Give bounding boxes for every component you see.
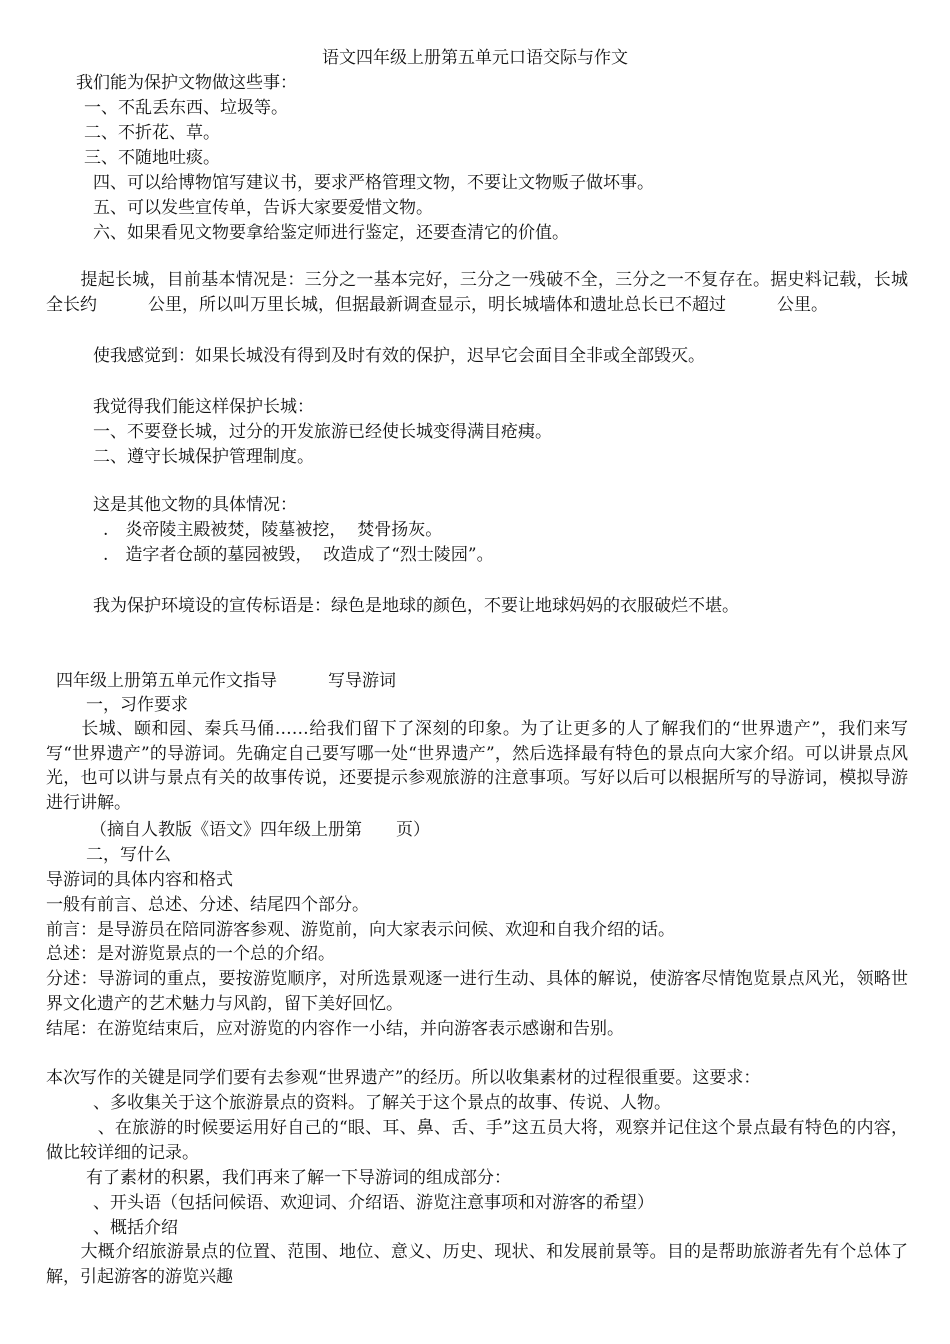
feeling-line: 使我感觉到：如果长城没有得到及时有效的保护，迟早它会面目全非或全部毁灭。 (93, 346, 705, 366)
greatwall-paragraph: 提起长城，目前基本情况是：三分之一基本完好，三分之一残破不全，三分之一不复存在。据史料记载，长城全长约 公里，所以叫万里长城，但据最新调查显示，明长城墙体和遗址总长已不超过 公里。 (46, 270, 908, 315)
other-relics-intro: 这是其他文物的具体情况： (93, 495, 297, 515)
part-1-line: 、开头语（包括问候语、欢迎词、介绍语、游览注意事项和对游客的希望） (93, 1193, 654, 1213)
other-relic-item-1: . 炎帝陵主殿被焚，陵墓被挖， 焚骨扬灰。 (103, 520, 443, 540)
protect-item-6: 六、如果看见文物要拿给鉴定师进行鉴定，还要查清它的价值。 (93, 223, 569, 243)
page-title: 语文四年级上册第五单元口语交际与作文 (322, 48, 628, 68)
requirement-heading: 一，习作要求 (86, 695, 188, 715)
protect-item-5: 五、可以发些宣传单，告诉大家要爱惜文物。 (93, 198, 433, 218)
protect-item-3: 三、不随地吐痰。 (84, 148, 220, 168)
protect-wall-item-1: 一、不要登长城，过分的开发旅游已经使长城变得满目疮痍。 (93, 422, 552, 442)
protect-wall-item-2: 二、遵守长城保护管理制度。 (93, 447, 314, 467)
summary-paragraph: 大概介绍旅游景点的位置、范围、地位、意义、历史、现状、和发展前景等。目的是帮助旅游者先有个总体了解，引起游客的游览兴趣 (46, 1242, 908, 1287)
part-2-line: 、概括介绍 (93, 1218, 178, 1238)
section2-title: 四年级上册第五单元作文指导 写导游词 (56, 671, 396, 691)
ending-line: 结尾：在游览结束后，应对游览的内容作一小结，并向游客表示感谢和告别。 (46, 1019, 624, 1039)
source-note: （摘自人教版《语文》四年级上册第 页） (90, 820, 430, 840)
protect-item-4: 四、可以给博物馆写建议书，要求严格管理文物，不要让文物贩子做坏事。 (93, 173, 654, 193)
preface-line: 前言：是导游员在陪同游客参观、游览前，向大家表示问候、欢迎和自我介绍的话。 (46, 920, 675, 940)
protect-intro: 我们能为保护文物做这些事： (76, 73, 297, 93)
parts-intro-line: 有了素材的积累，我们再来了解一下导游词的组成部分： (86, 1168, 511, 1188)
collect-item-1: 、多收集关于这个旅游景点的资料。了解关于这个景点的故事、传说、人物。 (93, 1093, 671, 1113)
protect-wall-intro: 我觉得我们能这样保护长城： (93, 397, 314, 417)
detail-paragraph: 分述：导游词的重点，要按游览顺序，对所选景观逐一进行生动、具体的解说，使游客尽情饱览景点风光，领略世界文化遗产的艺术魅力与风韵，留下美好回忆。 (46, 969, 908, 1014)
slogan-line: 我为保护环境设的宣传标语是：绿色是地球的颜色，不要让地球妈妈的衣服破烂不堪。 (93, 596, 739, 616)
other-relic-item-2: . 造字者仓颉的墓园被毁， 改造成了“烈士陵园”。 (103, 545, 494, 565)
parts-line: 一般有前言、总述、分述、结尾四个部分。 (46, 895, 369, 915)
content-format-line: 导游词的具体内容和格式 (46, 870, 233, 890)
what-to-write-heading: 二，写什么 (86, 845, 171, 865)
protect-item-1: 一、不乱丢东西、垃圾等。 (84, 98, 288, 118)
requirement-paragraph: 长城、颐和园、秦兵马俑……给我们留下了深刻的印象。为了让更多的人了解我们的“世界遗产”，我们来写写“世界遗产”的导游词。先确定自己要写哪一处“世界遗产”，然后选择最有特色的景点向大家介绍。可以讲景点风光，也可以讲与景点有关的故事传说，还要提示参观旅游的注意事项。写好以后可以根据所写的导游词，模拟导游进行讲解。 (46, 719, 908, 813)
collect-item-2: 、在旅游的时候要运用好自己的“眼、耳、鼻、舌、手”这五员大将，观察并记住这个景点最有特色的内容，做比较详细的记录。 (46, 1118, 908, 1163)
key-paragraph: 本次写作的关键是同学们要有去参观“世界遗产”的经历。所以收集素材的过程很重要。这要求： (46, 1068, 761, 1088)
protect-item-2: 二、不折花、草。 (84, 123, 220, 143)
overview-line: 总述：是对游览景点的一个总的介绍。 (46, 944, 335, 964)
